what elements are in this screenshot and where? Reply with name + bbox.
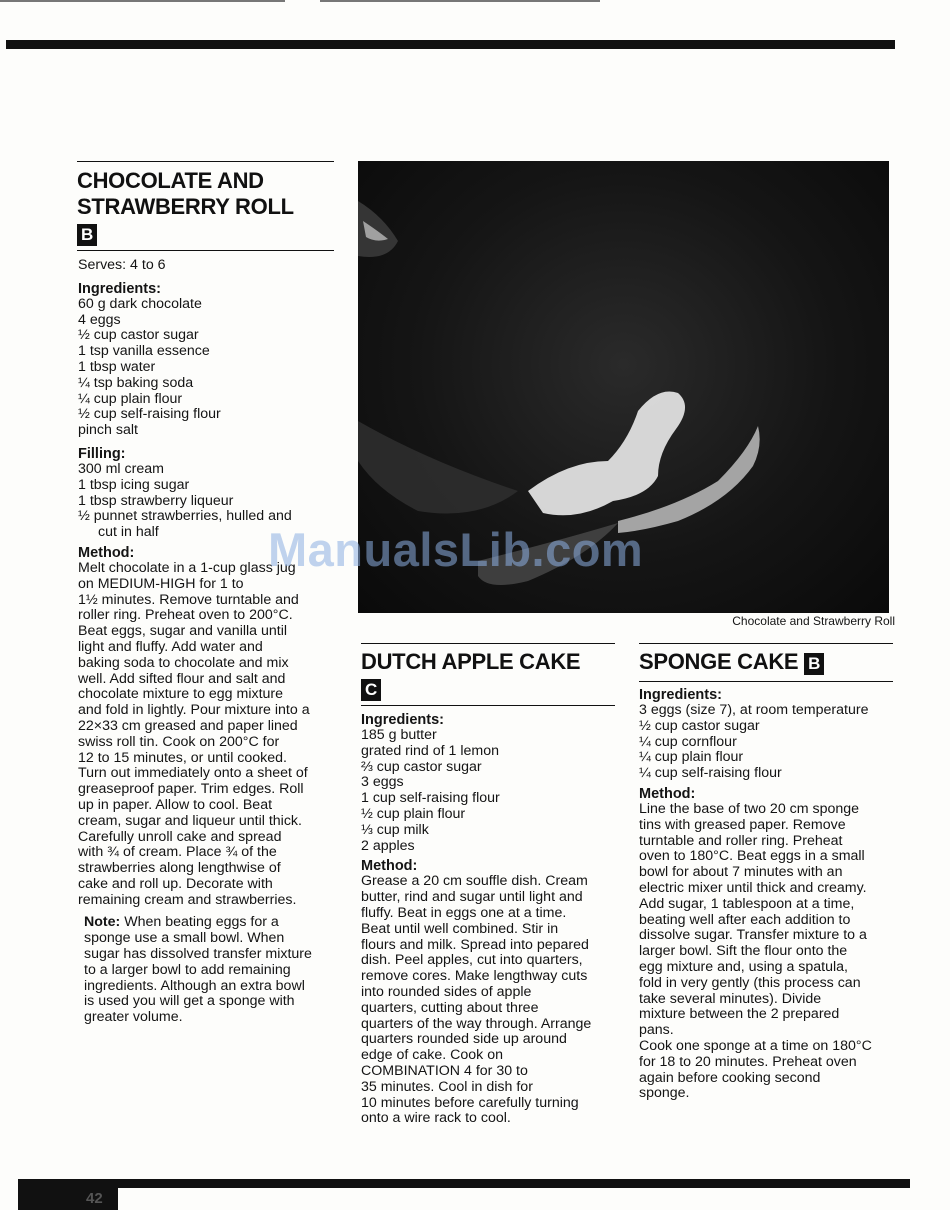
method-line: Cook one sponge at a time on 180°C xyxy=(639,1037,872,1054)
method-line: strawberries along lengthwise of xyxy=(78,860,281,877)
method-line: chocolate mixture to egg mixture xyxy=(78,686,284,703)
ingredients-list xyxy=(361,728,623,854)
method-line: fluffy. Beat in eggs one at a time. xyxy=(361,904,567,921)
ingredient: 2 apples xyxy=(361,837,415,854)
title-rule-top xyxy=(639,643,893,644)
method-line: tins with greased paper. Remove xyxy=(639,816,846,833)
method-line: baking soda to chocolate and mix xyxy=(78,654,289,671)
note-line: When beating eggs for a xyxy=(120,914,279,931)
photo-caption: Chocolate and Strawberry Roll xyxy=(732,614,895,628)
method-line: bowl for about 7 minutes with an xyxy=(639,864,843,881)
method-line: pans. xyxy=(639,1022,674,1039)
method-line: Beat eggs, sugar and vanilla until xyxy=(78,623,288,640)
ingredient: 60 g dark chocolate xyxy=(78,295,202,312)
ingredients-list xyxy=(639,703,909,782)
method-text xyxy=(639,802,909,1102)
method-line: 10 minutes before carefully turning xyxy=(361,1094,579,1111)
method-line: light and fluffy. Add water and xyxy=(78,638,263,655)
method-line: sponge. xyxy=(639,1085,690,1102)
method-line: roller ring. Preheat oven to 200°C. xyxy=(78,607,293,624)
method-line: 12 to 15 minutes, or until cooked. xyxy=(78,749,287,766)
note-line: sugar has dissolved transfer mixture xyxy=(84,946,312,963)
method-line: again before cooking second xyxy=(639,1069,821,1086)
page-number: 42 xyxy=(86,1190,103,1207)
method-line: COMBINATION 4 for 30 to xyxy=(361,1062,528,1079)
method-line: with ¾ of cream. Place ¾ of the xyxy=(78,844,277,861)
ingredients-heading: Ingredients: xyxy=(361,712,444,728)
method-line: Beat until well combined. Stir in xyxy=(361,920,559,937)
method-line: quarters of the way through. Arrange xyxy=(361,1015,592,1032)
method-line: oven to 180°C. Beat eggs in a small xyxy=(639,848,865,865)
title-rule-top xyxy=(77,161,334,162)
method-line: flours and milk. Spread into pepared xyxy=(361,936,589,953)
method-line: quarters, cutting about three xyxy=(361,999,539,1016)
ingredient: 3 eggs xyxy=(361,774,404,791)
method-line: for 18 to 20 minutes. Preheat oven xyxy=(639,1053,857,1070)
method-line: mixture between the 2 prepared xyxy=(639,1006,840,1023)
left-recipe-body xyxy=(78,258,348,1026)
note-line: is used you will get a sponge with xyxy=(84,993,295,1010)
ingredient: ½ cup plain flour xyxy=(361,805,466,822)
method-line: Add sugar, 1 tablespoon at a time, xyxy=(639,895,855,912)
method-text xyxy=(361,874,623,1127)
method-line: swiss roll tin. Cook on 200°C for xyxy=(78,733,280,750)
method-line: greaseproof paper. Trim edges. Roll xyxy=(78,781,304,798)
title-line-1: CHOCOLATE AND xyxy=(77,168,264,193)
method-line: onto a wire rack to cool. xyxy=(361,1110,511,1127)
ingredient: 185 g butter xyxy=(361,727,437,743)
title-rule-bottom xyxy=(639,681,893,682)
method-line: butter, rind and sugar until light and xyxy=(361,889,583,906)
filling-heading: Filling: xyxy=(78,445,126,462)
serves: Serves: 4 to 6 xyxy=(78,257,166,273)
ingredients-heading: Ingredients: xyxy=(639,687,722,703)
ingredient: grated rind of 1 lemon xyxy=(361,742,500,759)
ingredient: 1 tbsp water xyxy=(78,358,156,375)
category-badge: C xyxy=(361,679,381,701)
method-line: Melt chocolate in a 1-cup glass jug xyxy=(78,559,296,576)
note-line: sponge use a small bowl. When xyxy=(84,930,285,947)
top-rule xyxy=(6,40,895,49)
method-line: electric mixer until thick and creamy. xyxy=(639,879,867,896)
ingredients-heading: Ingredients: xyxy=(78,280,161,297)
note-line: greater volume. xyxy=(84,1009,183,1026)
method-line: quarters rounded side up around xyxy=(361,1031,567,1048)
title-line-2: STRAWBERRY ROLL xyxy=(77,194,294,219)
recipe-title xyxy=(77,168,294,246)
method-line: fold in very gently (this process can xyxy=(639,974,861,991)
method-line: into rounded sides of apple xyxy=(361,983,532,1000)
ingredient: 1 cup self-raising flour xyxy=(361,790,500,807)
recipe-title xyxy=(639,649,824,675)
ingredients-list xyxy=(78,297,348,439)
method-line: 22×33 cm greased and paper lined xyxy=(78,717,298,734)
top-edge-line xyxy=(0,0,285,2)
ingredient: 1 tsp vanilla essence xyxy=(78,343,210,360)
method-line: up in paper. Allow to cool. Beat xyxy=(78,796,273,813)
method-line: Turn out immediately onto a sheet of xyxy=(78,765,308,782)
method-line: cake and roll up. Decorate with xyxy=(78,875,273,892)
title-rule-top xyxy=(361,643,615,644)
method-line: remaining cream and strawberries. xyxy=(78,891,297,908)
category-badge: B xyxy=(77,224,97,246)
ingredient: ½ cup self-raising flour xyxy=(78,406,221,423)
method-line: Carefully unroll cake and spread xyxy=(78,828,282,845)
note-line: to a larger bowl to add remaining xyxy=(84,961,291,978)
method-line: 1½ minutes. Remove turntable and xyxy=(78,591,299,608)
ingredient: 3 eggs (size 7), at room temperature xyxy=(639,702,869,718)
filling-item: 1 tbsp icing sugar xyxy=(78,476,190,493)
ingredient: ½ cup castor sugar xyxy=(78,327,199,344)
method-line: and fold in lightly. Pour mixture into a xyxy=(78,702,310,719)
title-line-1: SPONGE CAKE xyxy=(639,649,799,674)
method-line: turntable and roller ring. Preheat xyxy=(639,832,843,849)
method-line: dish. Peel apples, cut into quarters, xyxy=(361,952,583,969)
filling-item: 300 ml cream xyxy=(78,460,164,477)
method-heading: Method: xyxy=(78,544,135,561)
ingredient: ½ cup castor sugar xyxy=(639,717,760,734)
ingredient: ⅓ cup milk xyxy=(361,821,429,838)
title-rule-bottom xyxy=(77,250,334,251)
category-badge: B xyxy=(804,653,824,675)
middle-recipe-body xyxy=(361,712,623,1127)
note xyxy=(78,915,348,1026)
method-line: edge of cake. Cook on xyxy=(361,1047,503,1064)
method-line: remove cores. Make lengthway cuts xyxy=(361,968,588,985)
method-text xyxy=(78,561,348,909)
method-line: cream, sugar and liqueur until thick. xyxy=(78,812,302,829)
title-line-1: DUTCH APPLE CAKE xyxy=(361,649,581,674)
method-line: larger bowl. Sift the flour onto the xyxy=(639,943,848,960)
filling-item-continued: cut in half xyxy=(98,524,159,541)
ingredient: ¼ cup plain flour xyxy=(639,749,744,766)
filling-item: 1 tbsp strawberry liqueur xyxy=(78,492,234,509)
ingredient: pinch salt xyxy=(78,422,138,439)
title-rule-bottom xyxy=(361,705,615,706)
method-line: Grease a 20 cm souffle dish. Cream xyxy=(361,873,588,890)
note-heading: Note: xyxy=(84,914,121,931)
page-footer xyxy=(18,1188,118,1210)
recipe-title xyxy=(361,649,580,701)
ingredient: ¼ cup self-raising flour xyxy=(639,765,782,782)
ingredient: ¼ cup cornflour xyxy=(639,733,737,750)
method-line: Line the base of two 20 cm sponge xyxy=(639,800,860,817)
note-line: ingredients. Although an extra bowl xyxy=(84,977,305,994)
method-line: on MEDIUM-HIGH for 1 to xyxy=(78,575,244,592)
method-line: 35 minutes. Cool in dish for xyxy=(361,1078,533,1095)
bottom-rule xyxy=(18,1179,910,1188)
ingredient: ⅔ cup castor sugar xyxy=(361,758,482,775)
method-heading: Method: xyxy=(639,785,696,802)
ingredient: ¼ cup plain flour xyxy=(78,390,183,407)
watermark: ManualsLib.com xyxy=(268,523,644,576)
top-edge-line xyxy=(320,0,600,2)
method-heading: Method: xyxy=(361,858,418,875)
method-line: egg mixture and, using a spatula, xyxy=(639,958,849,975)
method-line: dissolve sugar. Transfer mixture to a xyxy=(639,927,867,944)
filling-item: ½ punnet strawberries, hulled and xyxy=(78,508,292,525)
method-line: well. Add sifted flour and salt and xyxy=(78,670,286,687)
method-line: beating well after each addition to xyxy=(639,911,851,928)
right-recipe-body xyxy=(639,687,909,1102)
ingredient: ¼ tsp baking soda xyxy=(78,374,194,391)
ingredient: 4 eggs xyxy=(78,311,121,328)
method-line: take several minutes). Divide xyxy=(639,990,822,1007)
